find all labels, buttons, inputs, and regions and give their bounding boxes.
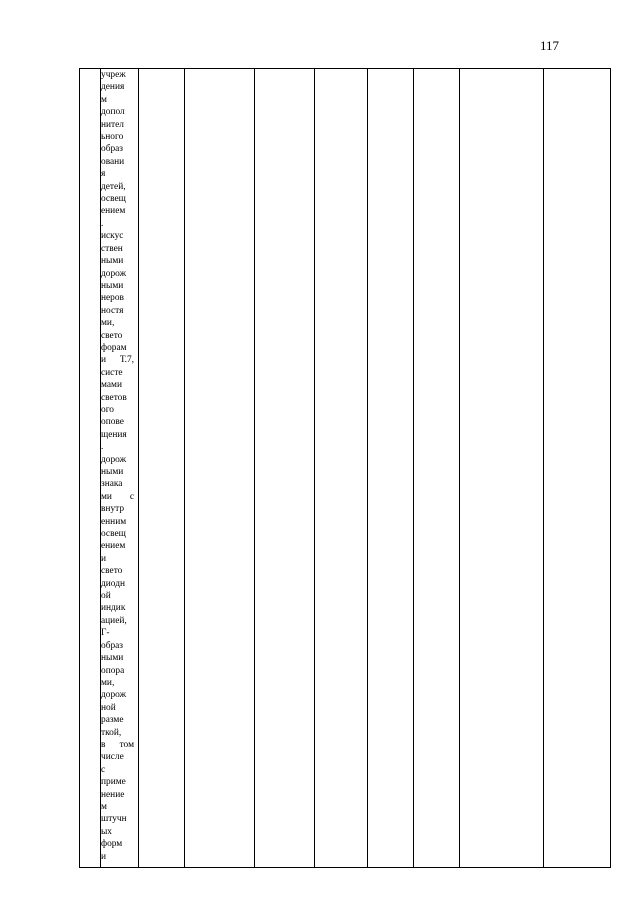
table-cell [185,69,255,868]
description-line: нител [101,119,124,130]
description-line: и [101,553,107,564]
description-line: освещ [101,194,126,205]
description-line: и [101,851,107,862]
description-line: искус [101,231,124,242]
description-line: ными [101,256,124,267]
description-line: опове [101,417,124,428]
description-line: освещ [101,529,126,540]
description-line: разме [101,715,124,726]
description-line: ацией, [101,615,127,626]
table-cell [414,69,460,868]
description-line: дения [101,82,125,93]
description-line: дорож [101,454,127,465]
description-line: свето [101,566,123,577]
table-cell [460,69,544,868]
description-line: форм [101,839,123,850]
description-line: . [101,218,104,229]
table-row [80,69,611,868]
description-line: знака [101,479,123,490]
description-line: ением [101,541,126,552]
description-line: енним [101,516,127,527]
description-line: в том [101,739,134,750]
description-line: дорож [101,268,127,279]
description-line: овани [101,156,125,167]
page-number: 117 [540,38,560,53]
description-line: внутр [101,504,125,515]
description-line: мами [101,380,122,391]
description-line: м [101,801,107,812]
description-line: числе [101,752,124,763]
description-line: ными [101,467,124,477]
table-cell [315,69,368,868]
description-line: штучн [101,814,127,825]
table-cell [255,69,315,868]
description-line: ми, [101,677,115,688]
description-line: я [101,169,106,180]
description-text [101,69,138,863]
description-line: индик [101,603,126,614]
description-line: опора [101,665,125,676]
description-line: ением [101,206,126,217]
description-line: приме [101,777,126,788]
description-line: ной [101,702,116,713]
description-line: ностя [101,305,124,316]
description-line: ми с [101,491,134,502]
description-line: ых [101,826,112,837]
description-line: . [101,442,104,453]
description-line: образ [101,640,124,651]
description-line: ого [101,404,114,415]
description-line: и Т.7, [101,355,134,366]
description-line: Г- [101,628,110,639]
description-line: допол [101,107,125,118]
description-line: ткой, [101,727,122,738]
description-line: щения [101,429,127,440]
description-line: детей, [101,181,126,192]
description-line: неров [101,293,124,304]
description-line: ми, [101,318,115,329]
table-cell [139,69,185,868]
description-line: с [101,764,106,775]
description-line: дорож [101,690,127,701]
table-cell [368,69,414,868]
description-line: ьного [101,132,124,143]
description-cell [101,69,139,868]
description-line: образ [101,144,124,155]
description-line: систе [101,367,123,378]
table-cell [544,69,611,868]
description-line: ой [101,591,111,602]
description-line: учреж [101,70,126,80]
description-line: диодн [101,578,125,589]
description-line: ными [101,653,124,664]
description-line: ными [101,280,124,291]
description-line: форам [101,342,127,353]
description-line: ствен [101,243,123,254]
row-number-cell [80,69,101,868]
description-line: свето [101,330,123,341]
description-line: м [101,94,107,105]
description-line: светов [101,392,127,403]
description-line: нение [101,789,125,800]
document-table [79,68,611,868]
